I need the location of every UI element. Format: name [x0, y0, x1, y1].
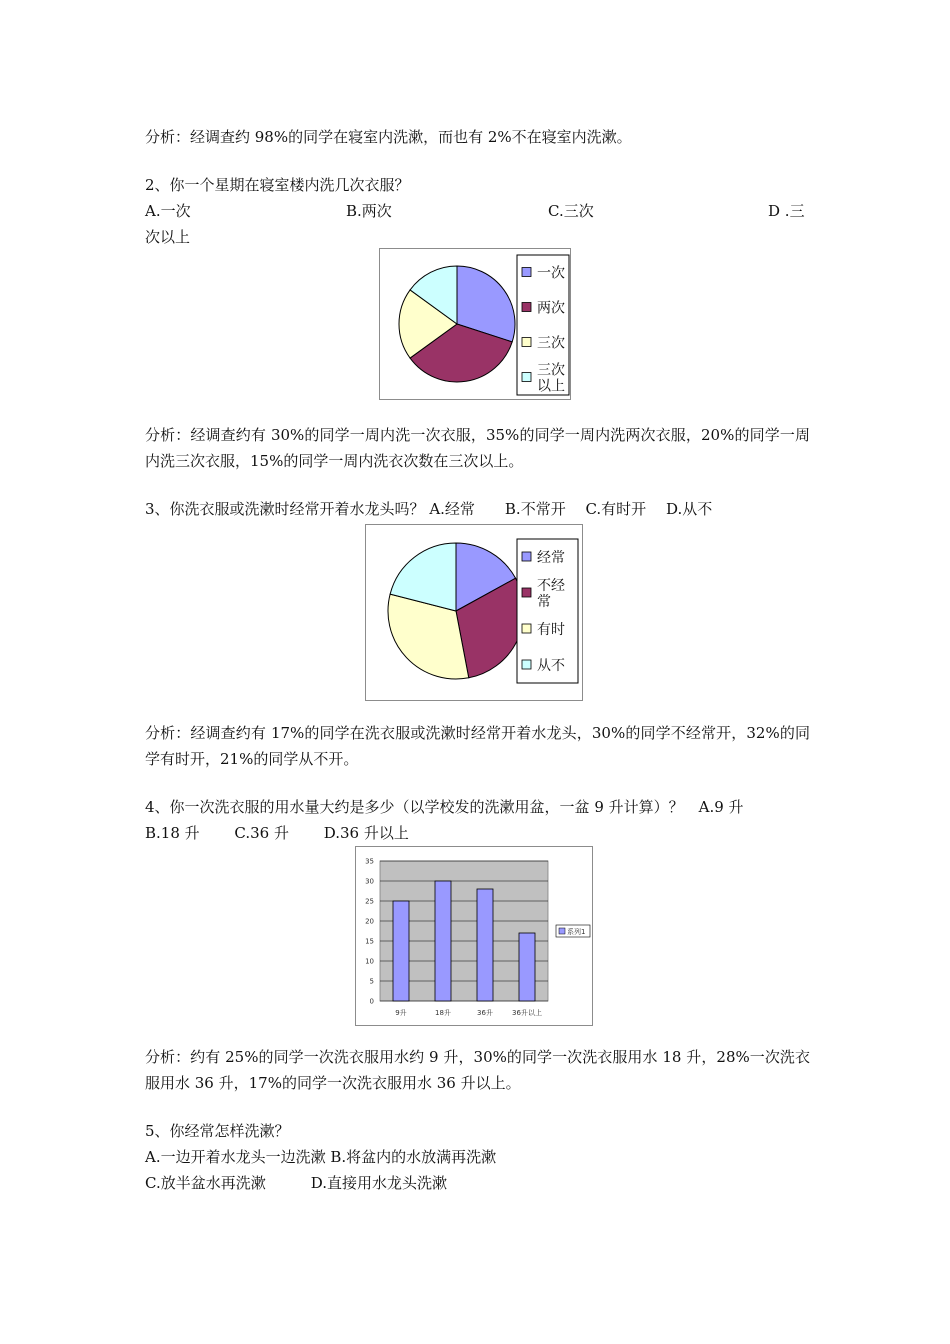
bar1-svg [356, 847, 592, 1025]
x-tick-label-1: 9升 [395, 1009, 407, 1017]
bar-4 [519, 933, 535, 1001]
q2-option-b: B.两次 [346, 202, 392, 220]
legend-label-2: 两次 [537, 300, 565, 317]
y-tick-label-7: 35 [365, 857, 374, 866]
y-tick-label-0: 0 [369, 997, 374, 1006]
legend-label-1: 经常 [537, 550, 565, 566]
q4-question-line1: 4、你一次洗衣服的用水量大约是多少（以学校发的洗漱用盆，一盆 9 升计算）？ A.9 升 [145, 798, 744, 816]
x-tick-label-2: 18升 [435, 1009, 451, 1017]
legend-swatch-4 [522, 660, 531, 669]
legend-label-3: 三次 [537, 335, 565, 352]
pie-chart-wash-frequency [379, 248, 571, 400]
pie2-svg [366, 525, 582, 700]
pie-chart-tap-usage [365, 524, 583, 701]
q3-question: 3、你洗衣服或洗漱时经常开着水龙头吗？ A.经常 B.不常开 C.有时开 D.从不 [145, 500, 713, 518]
y-tick-label-3: 15 [365, 937, 374, 946]
legend-label-3: 有时 [537, 622, 565, 638]
pie1-svg [380, 249, 570, 399]
q2-option-c: C.三次 [548, 202, 594, 220]
q2-option-d-continued: 次以上 [145, 228, 191, 246]
legend-label-1: 一次 [537, 265, 565, 282]
legend-swatch-3 [522, 338, 531, 347]
q1-analysis: 分析：经调查约 98%的同学在寝室内洗漱，而也有 2%不在寝室内洗漱。 [145, 128, 632, 146]
legend-label-4: 三次以上 [537, 362, 565, 395]
y-tick-label-1: 5 [369, 977, 374, 986]
legend-label-4: 从不 [537, 658, 565, 674]
q2-option-d: D .三 [768, 202, 805, 220]
x-tick-label-4: 36升以上 [512, 1009, 542, 1017]
legend-swatch-2 [522, 303, 531, 312]
bar-1 [393, 901, 409, 1001]
y-tick-label-6: 30 [365, 877, 374, 886]
legend-label: 系列1 [567, 928, 586, 936]
q2-analysis: 分析：经调查约有 30%的同学一周内洗一次衣服，35%的同学一周内洗两次衣服，20%的同学一周内洗三次衣服，15%的同学一周内洗衣次数在三次以上。 [145, 426, 810, 470]
q2-question: 2、你一个星期在寝室楼内洗几次衣服？ [145, 176, 410, 194]
q2-option-a: A.一次 [145, 202, 191, 220]
q4-analysis: 分析：约有 25%的同学一次洗衣服用水约 9 升，30%的同学一次洗衣服用水 18 升，28%一次洗衣服用水 36 升，17%的同学一次洗衣服用水 36 升以上。 [145, 1048, 810, 1092]
legend-swatch [559, 928, 565, 934]
legend-swatch-2 [522, 588, 531, 597]
q3-analysis: 分析：经调查约有 17%的同学在洗衣服或洗漱时经常开着水龙头，30%的同学不经常开，32%的同学有时开，21%的同学从不开。 [145, 724, 810, 768]
x-tick-label-3: 36升 [477, 1009, 493, 1017]
q4-question-line2: B.18 升 C.36 升 D.36 升以上 [145, 824, 409, 842]
bar-3 [477, 889, 493, 1001]
q5-options-ab: A.一边开着水龙头一边洗漱 B.将盆内的水放满再洗漱 [145, 1148, 497, 1166]
legend-swatch-1 [522, 268, 531, 277]
q5-question: 5、你经常怎样洗漱？ [145, 1122, 290, 1140]
legend-swatch-4 [522, 373, 531, 382]
y-tick-label-5: 25 [365, 897, 374, 906]
legend-label-2: 不经常 [537, 578, 565, 610]
bar-chart-water-usage [355, 846, 593, 1026]
bar-2 [435, 881, 451, 1001]
y-tick-label-2: 10 [365, 957, 374, 966]
legend-swatch-1 [522, 552, 531, 561]
legend-swatch-3 [522, 624, 531, 633]
y-tick-label-4: 20 [365, 917, 374, 926]
q5-options-cd: C.放半盆水再洗漱 D.直接用水龙头洗漱 [145, 1174, 447, 1192]
